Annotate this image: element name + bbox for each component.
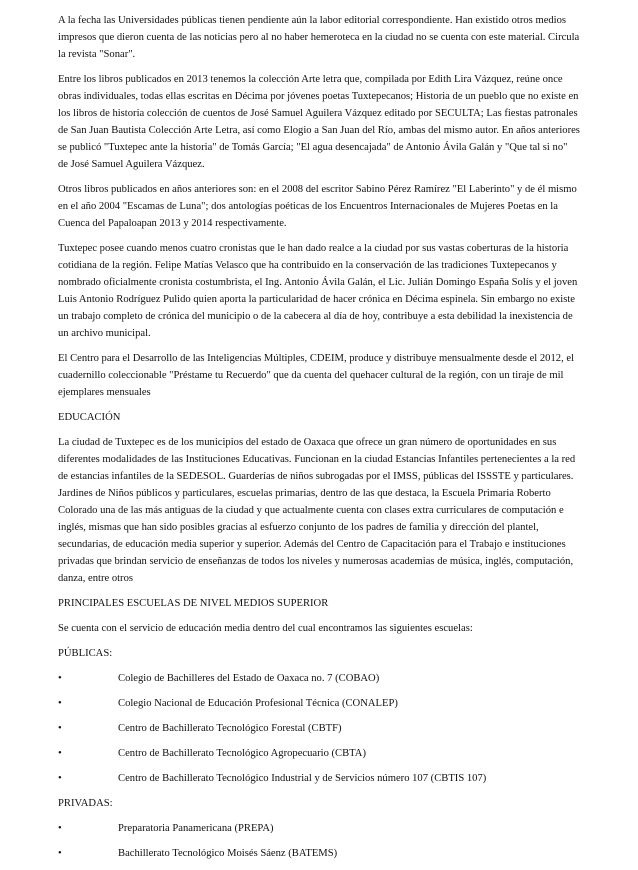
bullet-icon: •: [58, 748, 62, 759]
bullet-icon: •: [58, 823, 62, 834]
document-page: [58, 12, 580, 870]
list-item: [58, 820, 580, 837]
heading-educacion: EDUCACIÓN: [58, 412, 121, 423]
heading-escuelas: PRINCIPALES ESCUELAS DE NIVEL MEDIOS SUPERIOR: [58, 598, 329, 609]
list-item: [58, 845, 580, 862]
paragraph-servicio: Se cuenta con el servicio de educación media dentro del cual encontramos las siguientes escuelas:: [58, 623, 473, 634]
paragraph-cdeim: El Centro para el Desarrollo de las Inteligencias Múltiples, CDEIM, produce y distribuye mensualmente desde el 2012, el cuadernillo coleccionable "Préstame tu Recuerdo" que da cuenta del quehacer cultural de la región, con un tiraje de mil ejemplares mensuales: [58, 353, 575, 398]
school-name: Colegio Nacional de Educación Profesional Técnica (CONALEP): [118, 698, 398, 709]
bullet-icon: •: [58, 723, 62, 734]
school-name: Colegio de Bachilleres del Estado de Oaxaca no. 7 (COBAO): [118, 673, 380, 684]
paragraph-other-books: Otros libros publicados en años anteriores son: en el 2008 del escritor Sabino Pérez Ramírez "El Laberinto" y de él mismo en el año 2004 "Escamas de Luna"; dos antologías poéticas de los Encuentros Internacionales de Mujeres Poetas en la Cuenca del Papaloapan 2013 y 2014 respectivamente.: [58, 184, 577, 229]
bullet-icon: •: [58, 848, 62, 859]
heading-privadas: PRIVADAS:: [58, 798, 113, 809]
list-item: [58, 720, 580, 737]
list-item: [58, 745, 580, 762]
bullet-icon: •: [58, 673, 62, 684]
paragraph-books-2013: Entre los libros publicados en 2013 tenemos la colección Arte letra que, compilada por Edith Lira Vázquez, reúne once obras individuales, todas ellas escritas en Décima por jóvenes poetas Tuxtepecanos; Historia de un pueblo que no existe en los libros de historia colección de cuentos de José Samuel Aguilera Vázquez editado por SECULTA; Las fiestas patronales de San Juan Bautista Colección Arte Letra, así como Elogio a San Juan del Río, ambas del mismo autor. En años anteriores se publicó "Tuxtepec ante la historia" de Tomás García; "El agua desencajada" de Antonio Ávila Galán y "Que tal si no" de José Samuel Aguilera Vázquez.: [58, 74, 580, 170]
school-name: Centro de Bachillerato Tecnológico Industrial y de Servicios número 107 (CBTIS 107): [118, 773, 487, 784]
school-name: Bachillerato Tecnológico Moisés Sáenz (BATEMS): [118, 848, 338, 859]
paragraph-educacion: La ciudad de Tuxtepec es de los municipios del estado de Oaxaca que ofrece un gran número de oportunidades en sus diferentes modalidades de las Instituciones Educativas. Funcionan en la ciudad Estancias Infantiles pertenecientes a la red de estancias infantiles de la SEDESOL. Guarderías de niños subrogadas por el IMSS, públicas del ISSSTE y particulares. Jardines de Niños públicos y particulares, escuelas primarias, dentro de las que destaca, la Escuela Primaria Roberto Colorado una de las más antiguas de la ciudad y que actualmente cuenta con clases extra curriculares de computación e inglés, mismas que han sido posibles gracias al esfuerzo conjunto de los padres de familia y dirección del plantel, secundarias, de educación media superior y superior. Además del Centro de Capacitación para el Trabajo e instituciones privadas que brindan servicio de enseñanzas de todos los niveles y numerosas academias de música, inglés, computación, danza, entre otros: [58, 437, 576, 584]
bullet-icon: •: [58, 698, 62, 709]
list-item: [58, 770, 580, 787]
list-item: [58, 670, 580, 687]
bullet-icon: •: [58, 773, 62, 784]
list-item: [58, 695, 580, 712]
paragraph-editorial: A la fecha las Universidades públicas tienen pendiente aún la labor editorial correspondiente. Han existido otros medios impresos que dieron cuenta de las noticias pero al no haber hemeroteca en la ciudad no se cuenta con este material. Circula la revista "Sonar".: [58, 15, 580, 60]
school-name: Centro de Bachillerato Tecnológico Forestal (CBTF): [118, 723, 342, 734]
school-name: Preparatoria Panamericana (PREPA): [118, 823, 274, 834]
school-name: Centro de Bachillerato Tecnológico Agropecuario (CBTA): [118, 748, 366, 759]
heading-publicas: PÚBLICAS:: [58, 648, 113, 659]
paragraph-cronistas: Tuxtepec posee cuando menos cuatro cronistas que le han dado realce a la ciudad por sus vastas coberturas de la historia cotidiana de la región. Felipe Matías Velasco que ha contribuido en la conservación de las tradiciones Tuxtepecanos y nombrado oficialmente cronista costumbrista, el Ing. Antonio Ávila Galán, el Lic. Julián Domingo España Solís y el joven Luis Antonio Rodríguez Pulido quien aporta la particularidad de hacer crónica en Décima espinela. Sin embargo no existe un trabajo completo de crónica del municipio o de la cabecera al día de hoy, contribuye a esta debilidad la inexistencia de un archivo municipal.: [58, 243, 578, 339]
